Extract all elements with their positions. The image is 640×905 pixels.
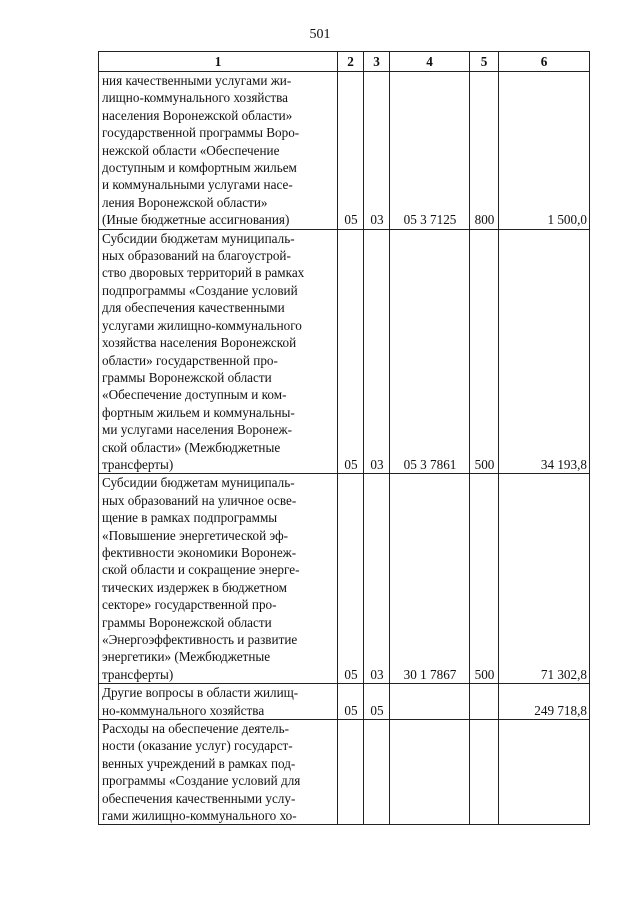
subsection-code: 03 <box>364 72 390 230</box>
amount: 71 302,8 <box>499 474 590 684</box>
column-header: 5 <box>470 52 499 72</box>
target-article-code: 05 3 7125 <box>390 72 470 230</box>
column-header: 4 <box>390 52 470 72</box>
description-line: подпрограммы «Создание условий <box>102 282 298 298</box>
table-row <box>99 229 590 474</box>
description-line: фортным жильем и коммунальны- <box>102 404 295 420</box>
description-line: (Иные бюджетные ассигнования) <box>102 212 290 228</box>
subsection-code <box>364 720 390 825</box>
description-line: трансферты) <box>102 456 174 472</box>
description-line: населения Воронежской области» <box>102 107 293 123</box>
expense-description <box>99 684 338 720</box>
amount: 34 193,8 <box>499 229 590 474</box>
section-code: 05 <box>338 684 364 720</box>
column-header: 1 <box>99 52 338 72</box>
description-line: гами жилищно-коммунального хо- <box>102 808 297 824</box>
description-line: ности (оказание услуг) государст- <box>102 738 293 754</box>
description-line: «Обеспечение доступным и ком- <box>102 387 287 403</box>
column-header: 3 <box>364 52 390 72</box>
expense-type-code: 500 <box>470 229 499 474</box>
description-line: хозяйства населения Воронежской <box>102 335 297 351</box>
amount <box>499 720 590 825</box>
description-line: граммы Воронежской области <box>102 614 272 630</box>
description-line: обеспечения качественными услу- <box>102 790 296 806</box>
description-line: граммы Воронежской области <box>102 369 272 385</box>
amount: 1 500,0 <box>499 72 590 230</box>
table-row <box>99 474 590 684</box>
description-line: ных образований на уличное осве- <box>102 492 297 508</box>
amount: 249 718,8 <box>499 684 590 720</box>
description-line: и коммунальными услугами насе- <box>102 177 293 193</box>
target-article-code <box>390 720 470 825</box>
description-line: ми услугами населения Воронеж- <box>102 422 292 438</box>
target-article-code: 05 3 7861 <box>390 229 470 474</box>
description-line: ской области и сокращение энерге- <box>102 562 300 578</box>
expense-description <box>99 720 338 825</box>
description-line: но-коммунального хозяйства <box>102 702 265 718</box>
description-line: Другие вопросы в области жилищ- <box>102 685 299 701</box>
table-row <box>99 72 590 230</box>
description-line: программы «Создание условий для <box>102 773 301 789</box>
description-line: нежской области «Обеспечение <box>102 142 280 158</box>
description-line: «Энергоэффективность и развитие <box>102 632 298 647</box>
description-line: тических издержек в бюджетном <box>102 579 287 595</box>
column-header: 6 <box>499 52 590 72</box>
section-code: 05 <box>338 229 364 474</box>
column-header: 2 <box>338 52 364 72</box>
expense-description <box>99 72 338 230</box>
description-line: области» государственной про- <box>102 352 278 368</box>
description-line: венных учреждений в рамках под- <box>102 755 296 771</box>
table-header-row <box>99 52 590 72</box>
description-line: энергетики» (Межбюджетные <box>102 649 271 665</box>
subsection-code: 05 <box>364 684 390 720</box>
expense-description <box>99 229 338 474</box>
page-number: 501 <box>309 27 331 42</box>
table-row <box>99 720 590 825</box>
description-line: щение в рамках подпрограммы <box>102 510 278 526</box>
description-line: ния качественными услугами жи- <box>102 73 292 88</box>
budget-table <box>98 51 590 825</box>
expense-type-code: 500 <box>470 474 499 684</box>
description-line: ской области» (Межбюджетные <box>102 439 281 455</box>
description-line: государственной программы Воро- <box>102 125 300 141</box>
description-line: ных образований на благоустрой- <box>102 248 291 264</box>
description-line: фективности экономики Воронеж- <box>102 544 297 560</box>
target-article-code <box>390 684 470 720</box>
description-line: лищно-коммунального хозяйства <box>102 90 288 106</box>
description-line: ления Воронежской области» <box>102 194 268 210</box>
expense-type-code: 800 <box>470 72 499 230</box>
target-article-code: 30 1 7867 <box>390 474 470 684</box>
table-row <box>99 684 590 720</box>
description-line: трансферты) <box>102 666 174 682</box>
description-line: «Повышение энергетической эф- <box>102 527 289 543</box>
expense-description <box>99 474 338 684</box>
description-line: Субсидии бюджетам муниципаль- <box>102 475 295 491</box>
description-line: для обеспечения качественными <box>102 300 285 316</box>
section-code <box>338 720 364 825</box>
description-line: секторе» государственной про- <box>102 597 277 613</box>
subsection-code: 03 <box>364 229 390 474</box>
description-line: услугами жилищно-коммунального <box>102 317 302 333</box>
expense-type-code <box>470 720 499 825</box>
description-line: ство дворовых территорий в рамках <box>102 265 305 281</box>
description-line: Субсидии бюджетам муниципаль- <box>102 230 295 246</box>
description-line: Расходы на обеспечение деятель- <box>102 721 289 737</box>
expense-type-code <box>470 684 499 720</box>
section-code: 05 <box>338 474 364 684</box>
subsection-code: 03 <box>364 474 390 684</box>
section-code: 05 <box>338 72 364 230</box>
description-line: доступным и комфортным жильем <box>102 160 297 176</box>
